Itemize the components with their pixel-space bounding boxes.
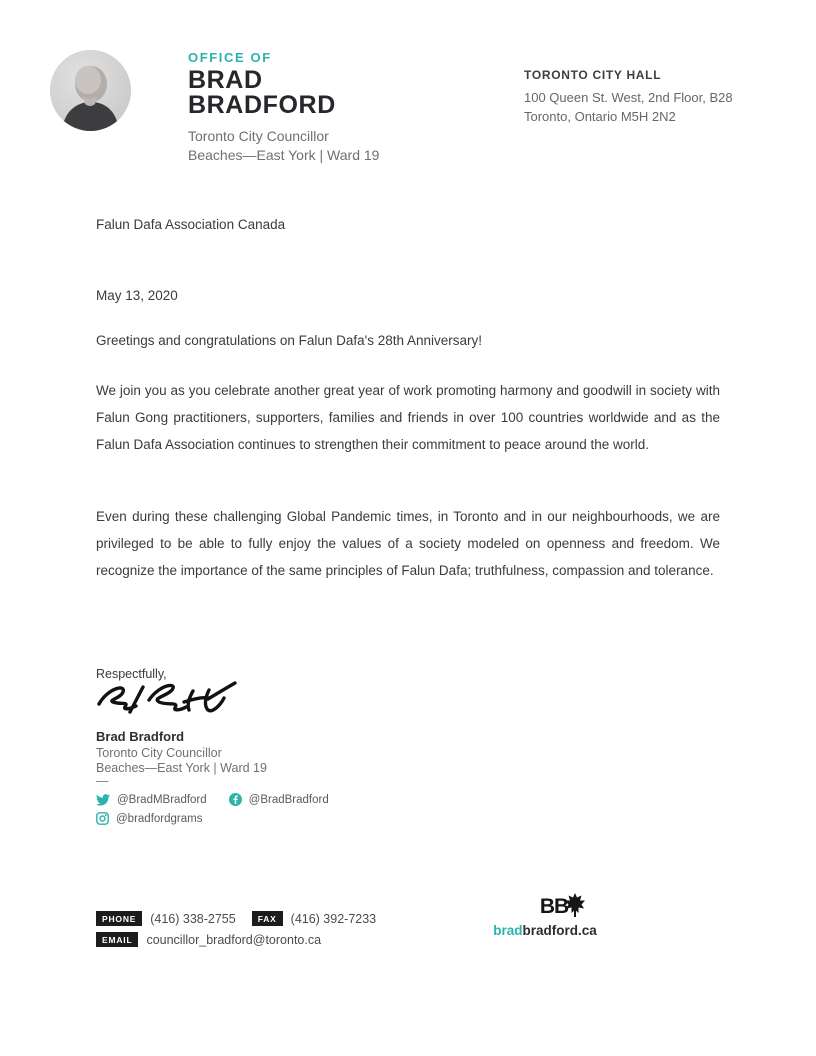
headshot-silhouette bbox=[50, 50, 131, 131]
bb-maple-logo bbox=[540, 896, 586, 918]
body-paragraph-2: Even during these challenging Global Pandemic times, in Toronto and in our neighbourhoods, we are privileged to be able to fully enjoy the values of a society modeled on openness and freedom. We recognize the importance of the same principles of Falun Dafa; truthfulness, compassion and tolerance. bbox=[96, 509, 720, 578]
address-city: Toronto, Ontario M5H 2N2 bbox=[524, 109, 676, 124]
fax-number: (416) 392-7233 bbox=[290, 911, 377, 926]
headshot-photo bbox=[50, 50, 131, 131]
address-street: 100 Queen St. West, 2nd Floor, B28 bbox=[524, 90, 733, 105]
maple-leaf-icon bbox=[564, 893, 586, 917]
recipient-line: Falun Dafa Association Canada bbox=[96, 217, 286, 232]
office-of-label: OFFICE OF bbox=[188, 50, 272, 65]
signer-ward: Beaches—East York | Ward 19 bbox=[96, 761, 267, 775]
instagram-icon bbox=[96, 812, 109, 825]
date-line: May 13, 2020 bbox=[96, 288, 178, 303]
twitter-handle: @BradMBradford bbox=[117, 793, 207, 806]
councillor-title: Toronto City Councillor bbox=[188, 128, 329, 144]
body-paragraph-1: We join you as you celebrate another great year of work promoting harmony and goodwill in society with Falun Gong practitioners, supporters, families and friends in over 100 countries worldwide and as the Falun Dafa Association continues to strengthen their commitment to peace around the world. bbox=[96, 383, 720, 452]
handwritten-signature bbox=[96, 680, 238, 718]
address-title: TORONTO CITY HALL bbox=[524, 68, 662, 82]
instagram-handle: @bradfordgrams bbox=[116, 812, 203, 825]
twitter-icon bbox=[96, 794, 110, 806]
website-brad: brad bbox=[493, 923, 523, 938]
bb-logo-text: BB bbox=[539, 895, 569, 918]
councillor-last-name: BRADFORD bbox=[188, 91, 336, 119]
brand-footer bbox=[466, 896, 624, 938]
contact-footer bbox=[96, 911, 392, 953]
closing-line: Respectfully, bbox=[96, 667, 167, 681]
signature-divider: — bbox=[96, 774, 109, 788]
phone-label-tag: PHONE bbox=[96, 911, 142, 926]
phone-number: (416) 338-2755 bbox=[150, 911, 236, 926]
email-label-tag: EMAIL bbox=[96, 932, 138, 947]
facebook-handle: @BradBradford bbox=[248, 793, 329, 806]
greeting-line: Greetings and congratulations on Falun Dafa's 28th Anniversary! bbox=[96, 333, 483, 348]
website-rest: bradford.ca bbox=[522, 923, 597, 938]
signer-name: Brad Bradford bbox=[96, 729, 185, 744]
facebook-icon bbox=[229, 793, 242, 806]
signer-title: Toronto City Councillor bbox=[96, 746, 222, 760]
councillor-first-name: BRAD bbox=[188, 66, 263, 94]
fax-label-tag: FAX bbox=[252, 911, 283, 926]
councillor-ward: Beaches—East York | Ward 19 bbox=[188, 147, 380, 163]
email-address: councillor_bradford@toronto.ca bbox=[146, 932, 322, 947]
office-address bbox=[524, 68, 733, 126]
